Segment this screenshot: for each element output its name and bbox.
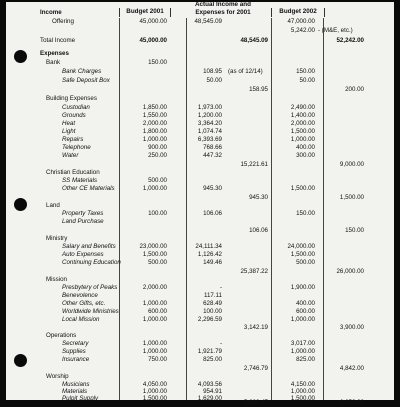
- table-row: [6, 217, 394, 226]
- actual-2001-cell: 1,126.42: [197, 251, 222, 258]
- budget-2001-cell: 250.00: [148, 152, 167, 159]
- budget-2001-cell: 1,000.00: [142, 300, 167, 307]
- budget-2002-cell: 5,242.00: [290, 27, 315, 34]
- budget-sheet: [6, 1, 394, 406]
- row-label: Pulpit Supply: [62, 395, 99, 402]
- budget-2002-cell: 47,000.00: [287, 18, 315, 25]
- actual-2001-cell: 447.32: [203, 152, 222, 159]
- section-label: Expenses: [40, 50, 69, 57]
- actual-2001-subtotal-cell: 2,746.79: [243, 365, 268, 372]
- header-budget-2001: Budget 2001: [119, 8, 171, 17]
- row-label: Secretary: [62, 340, 89, 347]
- budget-2001-cell: 500.00: [148, 177, 167, 184]
- table-row: [6, 76, 394, 85]
- header-actual-2001: Actual Income and Expenses for 2001: [195, 1, 251, 16]
- budget-2002-cell: 2,490.00: [290, 104, 315, 111]
- budget-2001-cell: 1,000.00: [142, 185, 167, 192]
- actual-2001-cell: 108.95: [203, 68, 222, 75]
- table-row: [6, 67, 394, 76]
- group-label: Worship: [46, 373, 69, 380]
- budget-2001-cell: 45,000.00: [139, 37, 167, 44]
- actual-2001-subtotal-cell: 15,221.61: [240, 161, 268, 168]
- budget-2002-cell: 1,500.00: [290, 185, 315, 192]
- budget-2002-cell: 600.00: [296, 308, 315, 315]
- row-label: Light: [62, 128, 76, 135]
- budget-2002-subtotal-cell: 4,842.00: [339, 365, 364, 372]
- table-row: [6, 94, 394, 103]
- budget-2001-cell: 1,550.00: [142, 112, 167, 119]
- actual-2001-cell: 768.66: [203, 144, 222, 151]
- budget-2002-subtotal-cell: 1,500.00: [339, 194, 364, 201]
- row-label: Insurance: [62, 356, 90, 363]
- actual-2001-cell: 106.06: [203, 210, 222, 217]
- budget-2001-cell: 1,000.00: [142, 348, 167, 355]
- row-label: Bank Charges: [62, 68, 102, 75]
- row-label: Salary and Benefits: [62, 243, 116, 250]
- budget-2001-cell: 1,800.00: [142, 128, 167, 135]
- table-row: [6, 151, 394, 160]
- actual-2001-cell: 1,921.79: [197, 348, 222, 355]
- budget-2001-cell: 500.00: [148, 259, 167, 266]
- actual-2001-cell: 6,393.69: [197, 136, 222, 143]
- budget-2001-cell: 1,850.00: [142, 104, 167, 111]
- budget-2002-cell: 1,000.00: [290, 388, 315, 395]
- actual-2001-cell: 50.00: [206, 77, 222, 84]
- actual-2001-cell: -: [219, 340, 222, 347]
- actual-2001-cell: 954.91: [203, 388, 222, 395]
- row-label: Musicians: [62, 381, 90, 388]
- table-row: [6, 184, 394, 193]
- row-label: Benevolence: [62, 292, 98, 299]
- group-label: Land: [46, 202, 60, 209]
- budget-2001-cell: 23,000.00: [139, 243, 167, 250]
- group-label: Building Expenses: [46, 95, 97, 102]
- actual-2001-total-cell: 48,545.09: [240, 37, 268, 44]
- actual-2001-cell: 945.30: [203, 185, 222, 192]
- budget-2001-cell: 1,500.00: [142, 395, 167, 402]
- row-label: Worldwide Ministries: [62, 308, 119, 315]
- actual-2001-cell: 24,111.34: [195, 243, 222, 250]
- budget-2002-cell: 1,000.00: [290, 316, 315, 323]
- row-label: Local Mission: [62, 316, 100, 323]
- subtotal-row: [6, 85, 394, 94]
- row-label: Supplies: [62, 348, 86, 355]
- table-row: [6, 258, 394, 267]
- budget-2001-cell: 1,500.00: [142, 251, 167, 258]
- row-label: Water: [62, 152, 79, 159]
- budget-2001-cell: 2,000.00: [142, 120, 167, 127]
- budget-2002-cell: 1,400.00: [290, 112, 315, 119]
- budget-2001-cell: 45,000.00: [139, 18, 167, 25]
- actual-2001-cell: 2,296.59: [197, 316, 222, 323]
- row-label: Total Income: [40, 37, 76, 44]
- group-label: Ministry: [46, 235, 68, 242]
- income-heading-row: [6, 8, 394, 17]
- group-label: Operations: [46, 332, 77, 339]
- actual-2001-cell: 149.46: [203, 259, 222, 266]
- row-label: Custodian: [62, 104, 90, 111]
- row-note: (as of 12/14): [228, 68, 263, 75]
- budget-2001-cell: 100.00: [148, 210, 167, 217]
- row-label: Telephone: [62, 144, 91, 151]
- budget-2002-cell: 24,000.00: [287, 243, 315, 250]
- budget-2001-cell: 1,000.00: [142, 340, 167, 347]
- actual-2001-cell: 100.00: [203, 308, 222, 315]
- budget-2001-cell: 600.00: [148, 308, 167, 315]
- budget-2002-cell: 825.00: [296, 356, 315, 363]
- group-label: Christian Education: [46, 169, 100, 176]
- actual-2001-cell: -: [219, 284, 222, 291]
- actual-2001-subtotal-cell: 3,142.19: [243, 324, 268, 331]
- group-label: Mission: [46, 276, 67, 283]
- budget-2002-subtotal-cell: 150.00: [345, 227, 364, 234]
- actual-2001-subtotal-cell: 5,663.47: [243, 399, 268, 406]
- actual-2001-cell: 117.11: [203, 292, 222, 299]
- subtotal-row: [6, 394, 394, 406]
- row-label: SS Materials: [62, 177, 98, 184]
- actual-2001-subtotal-cell: 106.06: [249, 227, 268, 234]
- actual-2001-subtotal-cell: 158.95: [249, 86, 268, 93]
- budget-2002-cell: 50.00: [299, 77, 315, 84]
- budget-2002-total-cell: 52,242.00: [336, 37, 364, 44]
- budget-2002-cell: 1,500.00: [290, 251, 315, 258]
- actual-2001-cell: 825.00: [203, 356, 222, 363]
- budget-2002-subtotal-cell: 26,000.00: [336, 268, 364, 275]
- budget-2001-cell: 150.00: [148, 59, 167, 66]
- budget-2001-cell: 750.00: [148, 356, 167, 363]
- budget-2002-cell: 500.00: [296, 259, 315, 266]
- budget-2002-subtotal-cell: 9,000.00: [339, 161, 364, 168]
- table-row: [6, 26, 394, 35]
- row-label: Property Taxes: [62, 210, 104, 217]
- budget-2002-cell: 1,000.00: [290, 136, 315, 143]
- budget-2001-cell: 1,000.00: [142, 388, 167, 395]
- actual-2001-cell: 628.49: [203, 300, 222, 307]
- row-label: Grounds: [62, 112, 86, 119]
- budget-2001-cell: 1,000.00: [142, 136, 167, 143]
- budget-2001-cell: 4,050.00: [142, 381, 167, 388]
- budget-2001-cell: 2,000.00: [142, 284, 167, 291]
- budget-2002-cell: 150.00: [296, 210, 315, 217]
- row-label: Presbytery of Peaks: [62, 284, 118, 291]
- table-row: [6, 58, 394, 67]
- section-label: Income: [40, 9, 62, 16]
- actual-2001-cell: 4,093.56: [197, 381, 222, 388]
- table-row: [6, 17, 394, 26]
- expenses-heading-row: [6, 49, 394, 58]
- actual-2001-cell: 1,200.00: [197, 112, 222, 119]
- budget-2002-cell: 1,500.00: [290, 395, 315, 402]
- budget-2001-cell: 900.00: [148, 144, 167, 151]
- row-label: Safe Deposit Box: [62, 77, 110, 84]
- row-label: Auto Expenses: [62, 251, 104, 258]
- row-note: - (M&E, etc.): [318, 27, 353, 34]
- actual-2001-cell: 3,364.20: [197, 120, 222, 127]
- row-label: Other CE Materials: [62, 185, 115, 192]
- actual-2001-subtotal-cell: 945.30: [249, 194, 268, 201]
- actual-2001-cell: 48,545.09: [194, 18, 222, 25]
- budget-2002-subtotal-cell: 200.00: [345, 86, 364, 93]
- budget-2002-cell: 1,900.00: [290, 284, 315, 291]
- row-label: Offering: [52, 18, 74, 25]
- budget-2002-cell: 150.00: [296, 68, 315, 75]
- header-budget-2002: Budget 2002: [271, 8, 325, 17]
- group-label: Bank: [46, 59, 61, 66]
- row-label: Materials: [62, 388, 88, 395]
- actual-2001-subtotal-cell: 25,387.22: [240, 268, 268, 275]
- table-row: [6, 355, 394, 364]
- budget-2002-cell: 3,017.00: [290, 340, 315, 347]
- row-label: Repairs: [62, 136, 84, 143]
- row-label: Other Gifts, etc.: [62, 300, 106, 307]
- budget-2002-cell: 1,000.00: [290, 348, 315, 355]
- budget-2002-cell: 1,500.00: [290, 128, 315, 135]
- budget-2002-cell: 400.00: [296, 144, 315, 151]
- actual-2001-cell: 1,074.74: [197, 128, 222, 135]
- row-label: Continuing Education: [62, 259, 121, 266]
- budget-2002-cell: 400.00: [296, 300, 315, 307]
- budget-2002-subtotal-cell: 6,650.00: [339, 399, 364, 406]
- budget-2002-cell: 4,150.00: [290, 381, 315, 388]
- budget-2001-cell: 1,000.00: [142, 316, 167, 323]
- total-income-row: [6, 36, 394, 45]
- row-label: Land Purchase: [62, 218, 104, 225]
- budget-2002-cell: 300.00: [296, 152, 315, 159]
- actual-2001-cell: 1,629.00: [197, 395, 222, 402]
- row-label: Heat: [62, 120, 76, 127]
- budget-2002-cell: 2,000.00: [290, 120, 315, 127]
- actual-2001-cell: 1,973.00: [197, 104, 222, 111]
- budget-2002-subtotal-cell: 3,900.00: [339, 324, 364, 331]
